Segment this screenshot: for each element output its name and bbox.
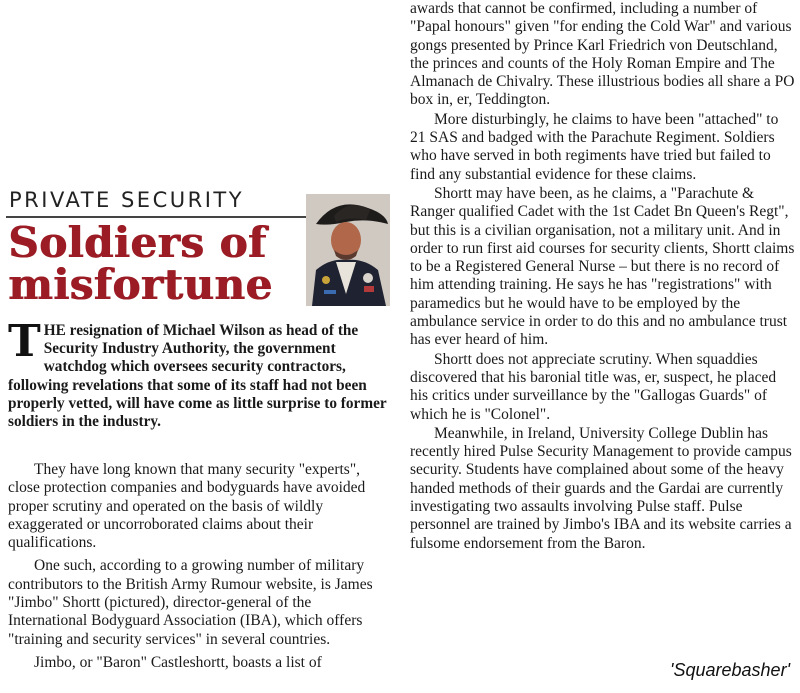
portrait-photo bbox=[306, 194, 390, 306]
body-paragraph: Shortt may have been, as he claims, a "Parachute & Ranger qualified Cadet with the 1st Cadet Bn Queen's Regt", but this is a civilian organisation, not a military unit. And in order to run first aid courses for security clients, Shortt claims to be a Registered General Nurse – but there is no record of him attending training. He says he has "registrations" with paramedics but he would have to be employed by the ambulance service in order to do this and no ambulance trust has ever heard of him. bbox=[410, 184, 795, 349]
section-label: PRIVATE SECURITY bbox=[9, 188, 245, 212]
right-column bbox=[410, 0, 796, 693]
body-paragraph: Shortt does not appreciate scrutiny. When squaddies discovered that his baronial title was, er, suspect, he placed his critics under surveillance by the "Gallogas Guards" of which he is "Colonel". bbox=[410, 350, 777, 423]
left-column bbox=[6, 0, 390, 693]
portrait-illustration bbox=[306, 194, 390, 306]
left-body-text bbox=[8, 461, 388, 677]
body-paragraph: Jimbo, or "Baron" Castleshortt, boasts a list of bbox=[34, 653, 322, 671]
drop-cap: T bbox=[8, 316, 41, 367]
lead-paragraph bbox=[8, 316, 388, 431]
body-paragraph: More disturbingly, he claims to have been "attached" to 21 SAS and badged with the Parachute Regiment. Soldiers who have served in both regiments have tried but failed to find any substantial evidence for these claims. bbox=[410, 110, 779, 183]
lead-text: HE resignation of Michael Wilson as head of the Security Industry Authority, the government watchdog which oversees security contractors, following revelations that some of its staff had not been properly vetted, will have come as little surprise to former soldiers in the industry. bbox=[8, 322, 387, 431]
body-paragraph: One such, according to a growing number of military contributors to the British Army Rumour website, is James "Jimbo" Shortt (pictured), director-general of the International Bodyguard Association (IBA), which offers "training and security services" in several countries. bbox=[8, 557, 373, 648]
author-byline: 'Squarebasher' bbox=[670, 660, 790, 680]
body-paragraph: awards that cannot be confirmed, including a number of "Papal honours" given "for ending the Cold War" and various gongs presented by Prince Karl Friedrich von Deutschland, the princes and counts of the Holy Roman Empire and The Almanach de Chivalry. These illustrious bodies all share a PO box in, er, Teddington. bbox=[410, 0, 795, 109]
headline: Soldiers of misfortune bbox=[8, 218, 273, 309]
body-paragraph: Meanwhile, in Ireland, University College Dublin has recently hired Pulse Security Management to provide campus security. Students have complained about some of the heavy handed methods of their guards and the Gardai are currently investigating two assaults involving Pulse staff. Pulse personnel are trained by Jimbo's IBA and its website carries a fulsome endorsement from the Baron. bbox=[410, 424, 792, 552]
body-paragraph: They have long known that many security "experts", close protection companies and bodyguards have avoided proper scrutiny and operated on the basis of wildly exaggerated or uncorroborated claims about their qualifications. bbox=[8, 461, 366, 552]
